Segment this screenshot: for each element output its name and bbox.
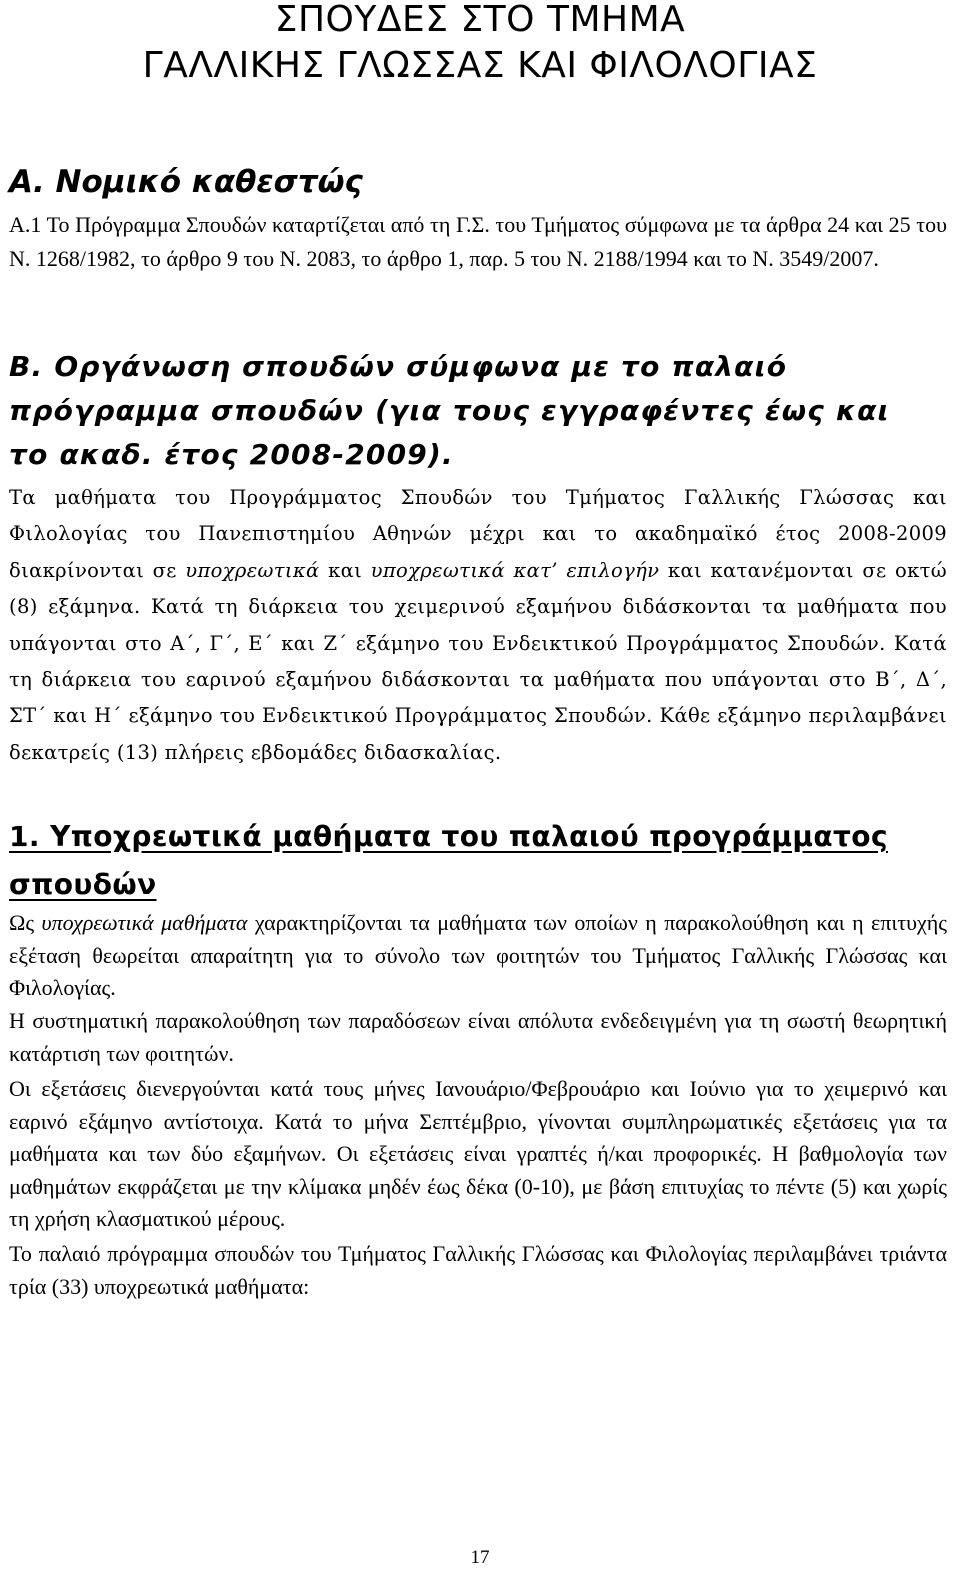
section-1-p1-text-2: χαρακτηρίζονται τα μαθήματα των οποίων η παρακολούθηση και η επιτυχής εξέταση θεωρείται απαραίτητη για το σύνολο των φοιτητών του Τμήματος Γαλλικής Γλώσσας και Φιλολογίας. — [9, 910, 947, 1000]
section-b-heading-line-2: πρόγραμμα σπουδών (για τους εγγραφέντες έως και — [9, 394, 890, 427]
section-b-text-1: Τα μαθήματα του Προγράμματος Σπουδών του Τμήματος Γαλλικής Γλώσσας και Φιλολογίας του Πανεπιστημίου Αθηνών μέχρι και το ακαδημαϊκό έτος 2008-2009 διακρίνονται σε — [9, 486, 947, 582]
section-b-text-2: και — [319, 558, 371, 582]
section-b-italic-1: υποχρεωτικά — [185, 558, 320, 582]
section-1-paragraph-1 — [9, 907, 947, 1005]
section-1-paragraph-4: Το παλαιό πρόγραμμα σπουδών του Τμήματος Γαλλικής Γλώσσας και Φιλολογίας περιλαμβάνει τριάντα τρία (33) υποχρεωτικά μαθήματα: — [9, 1241, 947, 1299]
section-1-p1-italic: υποχρεωτικά μαθήματα — [41, 910, 248, 935]
section-1-heading: 1. Υποχρεωτικά μαθήματα του παλαιού προγράμματος σπουδών — [9, 820, 888, 901]
section-b-paragraph — [9, 480, 947, 771]
section-b-text-3: και κατανέμονται σε οκτώ (8) εξάμηνα. Κατά τη διάρκεια του χειμερινού εξαμήνου διδάσκονται τα μαθήματα που υπάγονται στο Α΄, Γ΄, Ε΄ και Ζ΄ εξάμηνο του Ενδεικτικού Προγράμματος Σπουδών. Κατά τη διάρκεια του εαρινού εξαμήνου διδάσκονται τα μαθήματα που υπάγονται στο Β΄, Δ΄, ΣΤ΄ και Η΄ εξάμηνο του Ενδεικτικού Προγράμματος Σπουδών. Κάθε εξάμηνο περιλαμβάνει δεκατρείς (13) πλήρεις εβδομάδες διδασκαλίας. — [9, 558, 947, 764]
page-title-line-2: ΓΑΛΛΙΚΗΣ ΓΛΩΣΣΑΣ ΚΑΙ ΦΙΛΟΛΟΓΙΑΣ — [142, 45, 818, 86]
page-number: 17 — [470, 1547, 490, 1568]
section-b-heading-line-3: το ακαδ. έτος 2008-2009). — [9, 438, 454, 471]
section-b-heading — [9, 345, 947, 477]
section-1-p1-text-1: Ως — [9, 910, 42, 935]
section-1-paragraph-2: Η συστηματική παρακολούθηση των παραδόσεων είναι απόλυτα ενδεδειγμένη για τη σωστή θεωρητική κατάρτιση των φοιτητών. — [9, 1008, 947, 1066]
section-b-italic-2: υποχρεωτικά κατ’ επιλογήν — [370, 558, 660, 582]
section-b-heading-line-1: Β. Οργάνωση σπουδών σύμφωνα με το παλαιό — [9, 350, 788, 383]
section-a-heading: Α. Νομικό καθεστώς — [9, 164, 363, 200]
page-title-line-1: ΣΠΟΥΔΕΣ ΣΤΟ ΤΜΗΜΑ — [274, 0, 686, 40]
section-1-paragraph-3: Οι εξετάσεις διενεργούνται κατά τους μήνες Ιανουάριο/Φεβρουάριο και Ιούνιο για το χειμερινό και εαρινό εξάμηνο αντίστοιχα. Κατά το μήνα Σεπτέμβριο, γίνονται συμπληρωματικές εξετάσεις για τα μαθήματα και των δύο εξαμήνων. Οι εξετάσεις είναι γραπτές ή/και προφορικές. Η βαθμολογία των μαθημάτων εκφράζεται με την κλίμακα μηδέν έως δέκα (0-10), με βάση επιτυχίας το πέντε (5) και χωρίς τη χρήση κλασματικού μέρους. — [9, 1076, 947, 1231]
section-a-paragraph: Α.1 Το Πρόγραμμα Σπουδών καταρτίζεται από τη Γ.Σ. του Τμήματος σύμφωνα με τα άρθρα 24 και 25 του Ν. 1268/1982, το άρθρο 9 του Ν. 2083, το άρθρο 1, παρ. 5 του Ν. 2188/1994 και το Ν. 3549/2007. — [9, 212, 947, 271]
